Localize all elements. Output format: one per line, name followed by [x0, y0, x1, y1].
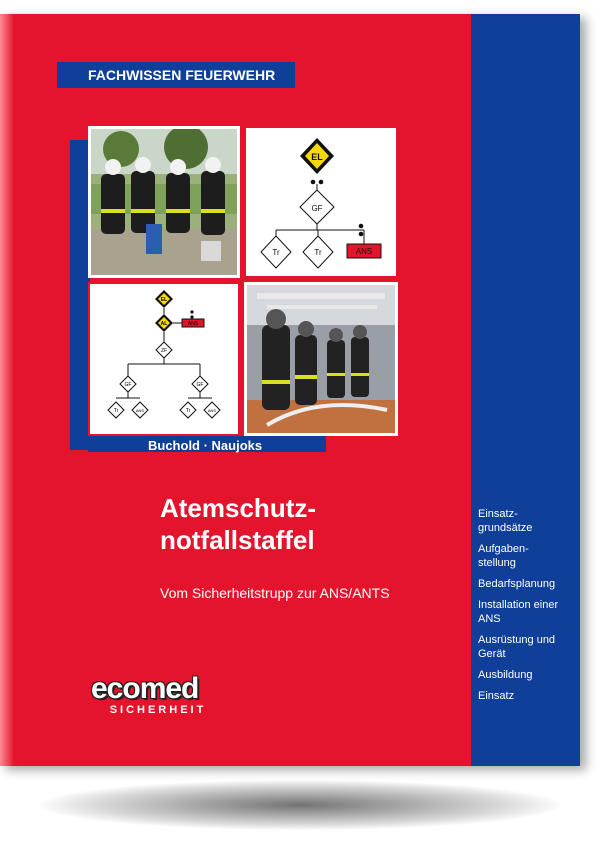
image-block-accent: [70, 140, 90, 450]
diagram-staffel-structure: [244, 126, 398, 278]
series-label: FACHWISSEN FEUERWEHR: [57, 62, 295, 88]
authors: Buchold · Naujoks: [148, 438, 263, 453]
publisher-sub: SICHERHEIT: [109, 704, 207, 716]
node-ans-label: ANS: [355, 247, 373, 256]
title-line-1: Atemschutz-: [160, 493, 317, 523]
node-tr-left-label: Tr: [272, 248, 280, 257]
topic-item: Einsatz: [478, 690, 515, 702]
topic-list: [478, 507, 576, 710]
topic-item: Ausrüstung und Gerät: [478, 634, 556, 660]
node-gf-label: GF: [311, 204, 323, 213]
d2-leaf1-label: Tr: [113, 408, 119, 414]
d2-leaf2-label: ANS: [135, 408, 145, 413]
d2-el-label: EL: [160, 297, 168, 303]
d2-ans-tag-label: ANS: [187, 321, 199, 327]
topic-item: Einsatz- grundsätze: [478, 508, 533, 534]
publisher-name: ecomed: [91, 672, 199, 705]
photo-firefighters-corridor: [244, 282, 398, 436]
d2-gf-left-label: GF: [124, 382, 132, 388]
photo-firefighters-outdoor: [88, 126, 240, 278]
d2-gf-right-label: GF: [196, 382, 204, 388]
topic-item: Installation einer ANS: [478, 599, 559, 625]
book-shadow: [40, 780, 560, 830]
d2-leaf3-label: Tr: [185, 408, 191, 414]
book-title: [160, 492, 316, 556]
diagram-ans-structure: [88, 282, 240, 436]
topic-item: Ausbildung: [478, 669, 533, 681]
d2-zf-label: ZF: [160, 348, 168, 354]
book-subtitle: Vom Sicherheitstrupp zur ANS/ANTS: [160, 585, 390, 601]
node-tr-center-label: Tr: [314, 248, 322, 257]
d2-al-label: AL: [160, 321, 168, 327]
node-el-label: EL: [311, 152, 323, 162]
d2-leaf4-label: ANS: [207, 408, 217, 413]
topic-item: Aufgaben- stellung: [478, 543, 529, 569]
title-line-2: notfallstaffel: [160, 525, 315, 555]
book-spine-edge: [0, 14, 14, 766]
publisher-logo: [91, 672, 225, 716]
topic-item: Bedarfsplanung: [478, 578, 556, 590]
